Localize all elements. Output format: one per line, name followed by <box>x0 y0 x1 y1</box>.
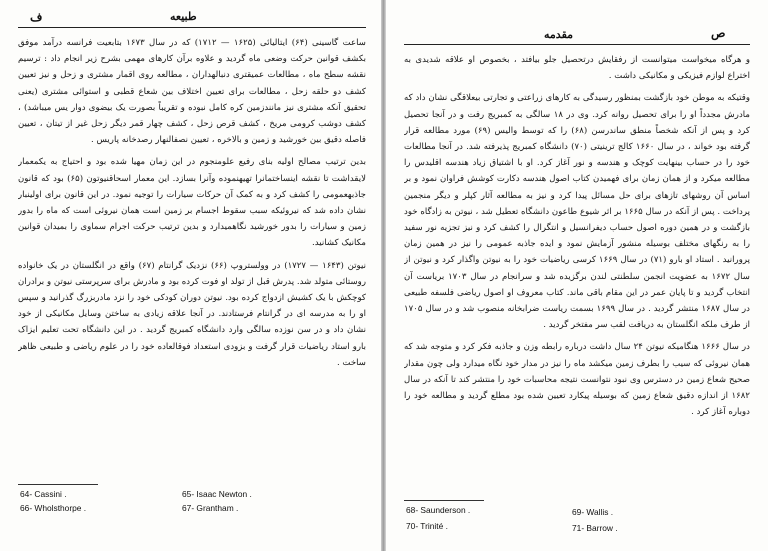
right-footnotes <box>386 0 768 551</box>
right-paragraph-3: در سال ۱۶۶۶ هنگامیکه نیوتن ۲۴ سال داشت درباره رابطه وزن و جاذبه فکر کرد و متوجه شد که همان نیروئی که سیب را بطرف زمین میکشد ماه را نیز در مدار خود نگاه میدارد ولی چون مقدار صحیح شعاع زمین در دسترس وی نبود نتوانست نتیجه محاسبات خود را منتشر کند تا آنکه در سال ۱۶۸۲ از اندازه دقیق شعاع زمین که بوسیله پیکارد تعیین شده بود مطلع گردید و مطالعه خود را دوباره آغاز کرد . <box>404 342 750 418</box>
right-running-title: مقدمه <box>544 28 574 41</box>
footnote-70: 70- Trinité . <box>406 521 448 531</box>
left-paragraph-2: بدین ترتیب مصالح اولیه بنای رفیع علومنجوم در این زمان مهیا شده بود و احتیاج به یکمعمار لایقداشت تا نقشه اینساختمانرا تهیهنموده وآنرا بسازد. این معمار اسحاقنیوتون (۶۵) بود که قانون جاذبهعمومی را کشف کرد و به کمک آن حرکات سیارات را توجیه نمود. در این قانون برای اولینبار نشان داده شد که نیروئیکه سبب سقوط اجسام بر زمین است همان نیروئی است که ماه را بدور زمین و سیارات را بدور خورشید نگاهمیدارد و بدین ترتیب حرکت اجرام سماوی را بمیدان قوانین مکانیک کشانید. <box>18 157 366 249</box>
footnote-66: 66- Wholsthorpe . <box>20 503 87 513</box>
right-page <box>386 0 768 551</box>
right-paragraph-2: وقتیکه به موطن خود بازگشت بمنظور رسیدگی به کارهای زراعتی و تجارتی بیعلاقگی نشان داد که مادرش مجدداً او را برای تحصیل روانه کرد. وی در ۱۸ سالگی به کمبریج رفت و در آنجا تحصیل کرد و پس از آنکه شخصاً منطق ساندرسن (۶۸) را که توسط والیس (۶۹) مورد مطالعه قرار گرفته بود خواند ، در سال ۱۶۶۰ کالج ترینیتی (۷۰) دانشگاه کمبریج پذیرفته شد. در آنجا مطالعات خود را در حساب بینهایت کوچک و هندسه و نور آغاز کرد. او با اشتیاق زیاد هندسه اقلیدس را مطالعه میکرد و از همان زمان برای فهمیدن کتاب اصول هندسه دکارت کوشش فراوان نمود و بر اساس آن روشهای تازهای برای حل مسائل پیدا کرد و نیز به مطالعه آثار کپلر و دیگر منجمین پرداخت . پس از آنکه در سال ۱۶۶۵ بر اثر شیوع طاعون دانشگاه تعطیل شد ، نیوتن به زادگاه خود بازگشت و در همین دوره اصول حساب دیفرانسیل و انتگرال را کشف کرد و نیز تجزیه نور سفید را به رنگهای مختلف بوسیله منشور آزمایش نمود و ایده جاذبه عمومی را نیز در همین زمان پرورانید . استاد او بارو (۷۱) در سال ۱۶۶۹ کرسی ریاضیات خود را به نیوتن واگذار کرد و نیوتن از سال ۱۶۷۲ به عضویت انجمن سلطنتی لندن برگزیده شد و سرانجام در سال ۱۷۰۳ بریاست آن انتخاب گردید و تا پایان عمر در این مقام باقی ماند. کتاب معروف او اصول ریاضی فلسفه طبیعی در سال ۱۶۸۷ منتشر گردید . در سال ۱۶۹۹ بسمت ریاست ضرابخانه منصوب شد و در سال ۱۷۰۵ از طرف ملکه انگلستان به دریافت لقب سر مفتخر گردید . <box>404 93 750 331</box>
right-paragraph-1: و هرگاه میخواست میتوانست از رفقایش درتحصیل جلو بیافتد ، بخصوص او علاقه شدیدی به اختراع لوازم فیزیکی و مکانیکی داشت . <box>404 55 750 82</box>
left-footnotes <box>0 0 381 551</box>
footnote-71: 71- Barrow . <box>572 523 618 533</box>
left-running-title: طبیعه <box>170 10 197 23</box>
footnote-65: 65- Isaac Newton . <box>182 489 252 499</box>
footnote-67: 67- Grantham . <box>182 503 239 513</box>
right-page-letter: ص <box>711 26 726 40</box>
left-paragraph-1: ساعت گاسینی (۶۴) ایتالیائی (۱۶۲۵ — ۱۷۱۲) که در سال ۱۶۷۳ بتابعیت فرانسه درآمد موفق بکشف قوانین حرکت وضعی ماه گردید و علاوه برآن کارهای مهمی بشرح زیر انجام داد : ترسیم نقشه سطح ماه ، مطالعات عمیقتری دنبالهداران ، مطالعه روی اقمار مشتری و زحل و نیز تعیین کشف دو حلقه زحل ، مطالعات برای تعیین اختلاف بین شعاع قطبی و استوائی مشتری (یعنی تحقیق آنکه مشتری نیز مانندزمین کره کامل نبوده و تقریباً بصورت یک بیضوی دوار یس میباشد) ، کشف دوشب کرومی مریخ ، کشف قرص زحل ، کشف چهار قمر دیگر زحل غیر از تیتان ، تعیین فاصله دقیق بین خورشید و زمین و بالاخره ، تعیین نصفالنهار رصدخانه پاریس . <box>18 38 366 146</box>
left-paragraph-3: نیوتن (۱۶۴۳ — ۱۷۲۷) در وولستروپ (۶۶) نزدیک گرانتام (۶۷) واقع در انگلستان در یک خانواده روستائی متولد شد. پدرش قبل از تولد او فوت کرده بود و مادرش برای سرپرستی نیوتن و برادران کوچکش با یک کشیش ازدواج کرده بود. نیوتن دوران کودکی خود را نزد مادربزرگ گذرانید و سپس او را به مدرسه ای در گرانتام فرستادند. در آنجا علاقه زیادی به ساختن وسایل مکانیکی از خود نشان داد و در سن نوزده سالگی وارد دانشگاه کمبریج گردید . در این دانشگاه تحت تعلیم ایزاک بارو استاد ریاضیات قرار گرفت و بزودی استعداد فوقالعاده خود را در علوم ریاضی و طبیعی ظاهر ساخت . <box>18 260 366 368</box>
footnote-68: 68- Saunderson . <box>406 505 471 515</box>
footnote-64: 64- Cassini . <box>20 489 67 499</box>
left-page <box>0 0 381 551</box>
left-page-letter: ف <box>30 10 43 24</box>
footnote-69: 69- Wallis . <box>572 507 614 517</box>
